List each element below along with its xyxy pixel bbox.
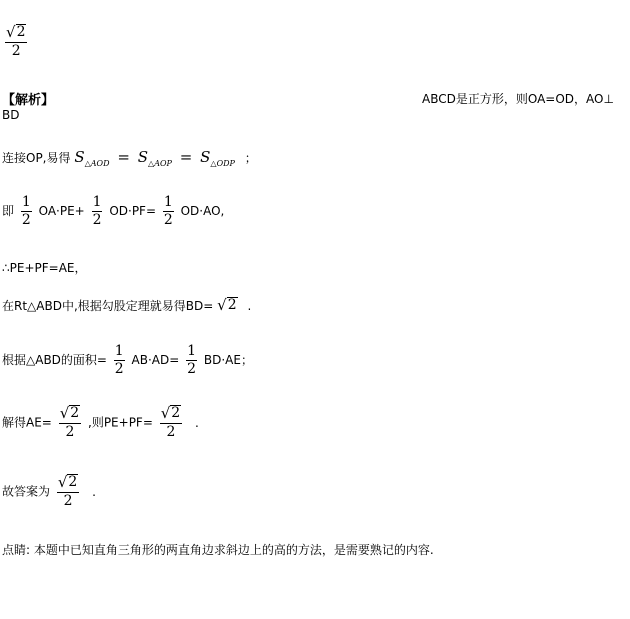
- analysis-wrap: BD: [2, 108, 20, 122]
- sqrt: √ 2: [6, 23, 26, 41]
- sqrt: √ 2: [160, 404, 181, 422]
- radical-sign-icon: √: [57, 473, 68, 491]
- step-pythagoras: 在Rt△ABD中,根据勾股定理就易得BD= √ 2 .: [2, 296, 252, 314]
- fraction: √ 2 2: [59, 404, 80, 440]
- fraction: √ 2 2: [57, 473, 78, 509]
- step-final-answer: 故答案为 √ 2 2 .: [2, 473, 96, 509]
- radical-sign-icon: √: [59, 404, 70, 422]
- tip-note: 点睛: 本题中已知直角三角形的两直角边求斜边上的高的方法，是需要熟记的内容.: [2, 543, 434, 557]
- fraction: $\frac{1}{2}$: [92, 194, 102, 228]
- step-solve-ae: 解得AE= √ 2 2 ,则PE+PF= √ 2 2 .: [2, 404, 199, 440]
- radical-sign-icon: √: [6, 23, 16, 41]
- step-therefore: ∴PE+PF=AE，: [2, 261, 87, 275]
- sqrt: √ 2: [217, 296, 237, 314]
- fraction: $\frac{1}{2}$: [21, 194, 31, 228]
- sqrt: √ 2: [59, 404, 80, 422]
- sqrt: √ 2: [57, 473, 78, 491]
- analysis-label: 【解析】: [2, 93, 55, 108]
- fraction: √ 2 2: [160, 404, 181, 440]
- analysis-rhs: ABCD是正方形，则OA=OD，AO⊥: [422, 92, 614, 106]
- fraction: √ 2 2: [6, 23, 26, 59]
- step-area-sum: 即 $\frac{1}{2}$ OA·PE+ $\frac{1}{2}$ OD·PF= $\frac{1}{2}$ OD·AO,: [2, 194, 225, 228]
- step-triangle-area: 根据△ABD的面积= $\frac{1}{2}$ AB·AD= $\frac{1}{2}$ BD·AE；: [2, 343, 253, 377]
- fraction: $\frac{1}{2}$: [163, 194, 173, 228]
- step-connect-op: 连接OP,易得 $S_{\triangle AOD} = S_{\triangle AOP} = S_{\triangle ODP}$ ；: [2, 148, 257, 168]
- radical-sign-icon: √: [217, 296, 227, 314]
- fraction: $\frac{1}{2}$: [114, 343, 124, 377]
- radical-sign-icon: √: [160, 404, 171, 422]
- answer-fraction: [2, 24, 30, 60]
- fraction: $\frac{1}{2}$: [187, 343, 197, 377]
